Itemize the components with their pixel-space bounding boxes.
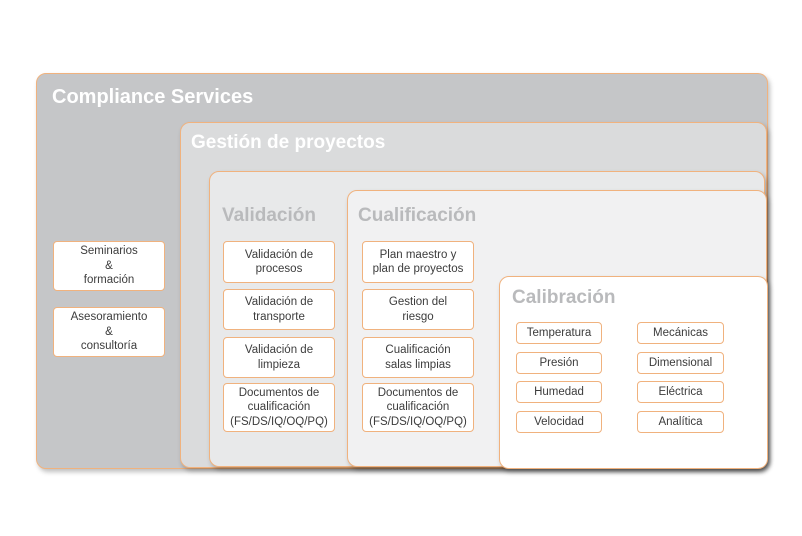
asesoramiento-consultoria-box: Asesoramiento & consultoría	[53, 307, 165, 357]
plan-maestro-box: Plan maestro y plan de proyectos	[362, 241, 474, 283]
cualificacion-documentos-box: Documentos de cualificación (FS/DS/IQ/OQ/PQ)	[362, 383, 474, 432]
calibracion-mecanicas-box: Mecánicas	[637, 322, 724, 344]
calibracion-humedad-box: Humedad	[516, 381, 602, 403]
seminarios-formacion-box: Seminarios & formación	[53, 241, 165, 291]
validacion-procesos-box: Validación de procesos	[223, 241, 335, 283]
calibracion-electrica-box: Eléctrica	[637, 381, 724, 403]
cualificacion-title: Cualificación	[358, 205, 477, 226]
calibracion-temperatura-box: Temperatura	[516, 322, 602, 344]
compliance-services-title: Compliance Services	[52, 86, 254, 108]
gestion-riesgo-box: Gestion del riesgo	[362, 289, 474, 330]
calibracion-analitica-box: Analítica	[637, 411, 724, 433]
calibracion-presion-box: Presión	[516, 352, 602, 374]
validacion-documentos-box: Documentos de cualificación (FS/DS/IQ/OQ/PQ)	[223, 383, 335, 432]
calibracion-title: Calibración	[512, 287, 616, 308]
calibracion-dimensional-box: Dimensional	[637, 352, 724, 374]
validacion-limpieza-box: Validación de limpieza	[223, 337, 335, 378]
gestion-proyectos-title: Gestión de proyectos	[191, 132, 386, 153]
calibracion-velocidad-box: Velocidad	[516, 411, 602, 433]
cualificacion-salas-limpias-box: Cualificación salas limpias	[362, 337, 474, 378]
validacion-title: Validación	[222, 205, 316, 226]
validacion-transporte-box: Validación de transporte	[223, 289, 335, 330]
